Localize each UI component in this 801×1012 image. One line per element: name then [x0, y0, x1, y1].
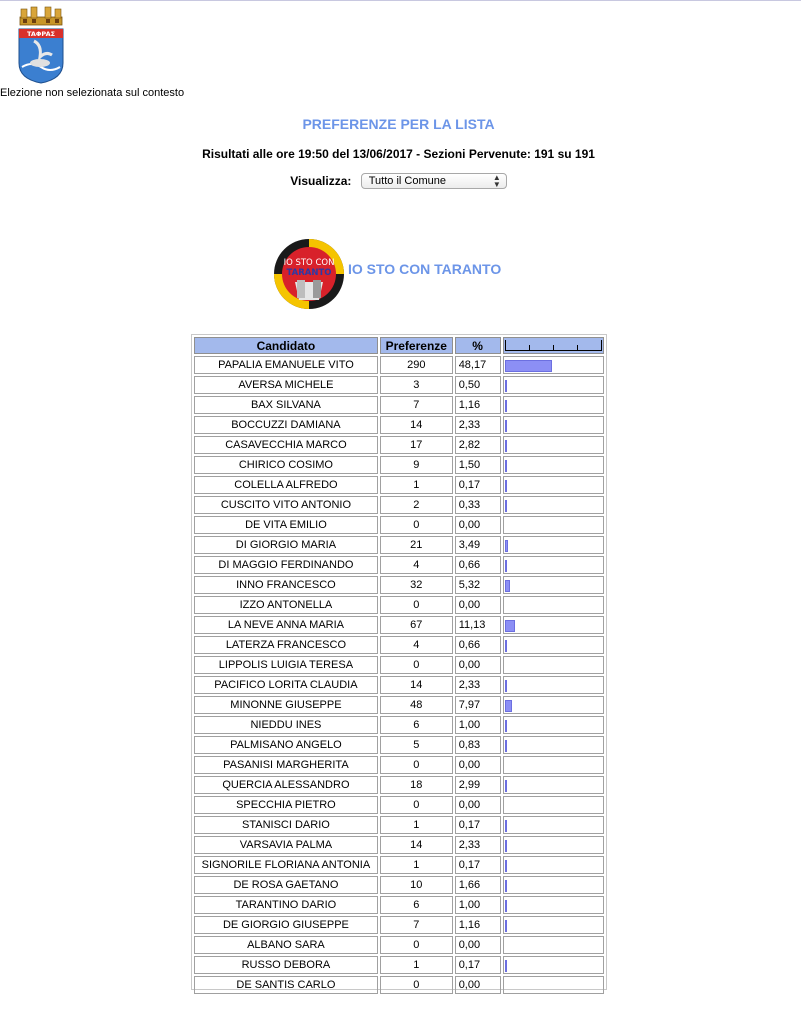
candidate-bar-cell	[503, 816, 605, 834]
candidate-bar-cell	[503, 656, 605, 674]
page-title: PREFERENZE PER LA LISTA	[302, 116, 495, 132]
table-row	[194, 516, 604, 534]
logo-text-bottom: TARANTO	[286, 268, 332, 278]
candidate-name: SPECCHIA PIETRO	[194, 796, 378, 814]
candidate-name: LIPPOLIS LUIGIA TERESA	[194, 656, 378, 674]
candidate-votes: 1	[380, 956, 453, 974]
list-name: IO STO CON TARANTO	[348, 261, 502, 277]
candidate-name: PAPALIA EMANUELE VITO	[194, 356, 378, 374]
candidate-votes: 6	[380, 716, 453, 734]
candidate-bar	[505, 480, 507, 492]
candidate-percent: 1,16	[455, 916, 501, 934]
view-label: Visualizza:	[290, 174, 352, 188]
candidate-name: QUERCIA ALESSANDRO	[194, 776, 378, 794]
candidate-bar-cell	[503, 416, 605, 434]
candidate-votes: 1	[380, 856, 453, 874]
election-notice: Elezione non selezionata sul contesto	[0, 87, 185, 99]
view-select[interactable]	[361, 173, 507, 189]
table-row	[194, 776, 604, 794]
candidate-name: DE GIORGIO GIUSEPPE	[194, 916, 378, 934]
results-summary: Risultati alle ore 19:50 del 13/06/2017 - Sezioni Pervenute: 191 su 191	[202, 147, 595, 161]
select-arrows-icon: ▲ ▼	[492, 173, 501, 189]
candidate-bar-cell	[503, 636, 605, 654]
candidate-votes: 0	[380, 936, 453, 954]
candidate-percent: 0,17	[455, 476, 501, 494]
candidate-votes: 4	[380, 636, 453, 654]
table-row	[194, 536, 604, 554]
candidate-name: AVERSA MICHELE	[194, 376, 378, 394]
logo-text-top: IO STO CON	[283, 258, 335, 268]
table-row	[194, 736, 604, 754]
candidate-percent: 7,97	[455, 696, 501, 714]
candidate-bar	[505, 380, 507, 392]
candidate-name: VARSAVIA PALMA	[194, 836, 378, 854]
scale-tick	[553, 345, 554, 350]
crest-motto: TAΦPAΣ	[26, 30, 56, 38]
candidate-bar	[505, 780, 508, 792]
candidate-votes: 48	[380, 696, 453, 714]
table-header-row	[194, 337, 604, 354]
candidate-bar-cell	[503, 396, 605, 414]
header-votes: Preferenze	[380, 337, 453, 354]
table-row	[194, 676, 604, 694]
candidate-percent: 0,17	[455, 816, 501, 834]
candidate-name: STANISCI DARIO	[194, 816, 378, 834]
candidate-percent: 5,32	[455, 576, 501, 594]
candidate-votes: 10	[380, 876, 453, 894]
candidate-bar	[505, 960, 507, 972]
candidate-bar-cell	[503, 436, 605, 454]
table-row	[194, 456, 604, 474]
table-row	[194, 876, 604, 894]
candidate-percent: 0,33	[455, 496, 501, 514]
candidate-percent: 0,00	[455, 516, 501, 534]
table-row	[194, 716, 604, 734]
table-row	[194, 376, 604, 394]
preferences-table	[192, 335, 606, 996]
candidate-votes: 290	[380, 356, 453, 374]
candidate-name: MINONNE GIUSEPPE	[194, 696, 378, 714]
candidate-name: DE ROSA GAETANO	[194, 876, 378, 894]
table-row	[194, 836, 604, 854]
candidate-votes: 3	[380, 376, 453, 394]
candidate-bar	[505, 900, 507, 912]
candidate-percent: 0,00	[455, 756, 501, 774]
candidate-bar-cell	[503, 796, 605, 814]
table-row	[194, 796, 604, 814]
candidate-votes: 9	[380, 456, 453, 474]
candidate-votes: 6	[380, 896, 453, 914]
candidate-percent: 11,13	[455, 616, 501, 634]
crown-icon	[20, 7, 62, 25]
candidate-votes: 0	[380, 516, 453, 534]
candidate-name: NIEDDU INES	[194, 716, 378, 734]
candidate-name: CUSCITO VITO ANTONIO	[194, 496, 378, 514]
table-row	[194, 636, 604, 654]
candidate-percent: 2,99	[455, 776, 501, 794]
candidate-bar	[505, 640, 507, 652]
candidate-percent: 48,17	[455, 356, 501, 374]
candidate-votes: 14	[380, 416, 453, 434]
candidate-votes: 7	[380, 916, 453, 934]
candidate-name: CHIRICO COSIMO	[194, 456, 378, 474]
candidate-bar-cell	[503, 936, 605, 954]
table-row	[194, 856, 604, 874]
candidate-percent: 0,00	[455, 596, 501, 614]
candidate-name: TARANTINO DARIO	[194, 896, 378, 914]
candidate-votes: 14	[380, 676, 453, 694]
candidate-percent: 1,00	[455, 716, 501, 734]
candidate-percent: 0,66	[455, 556, 501, 574]
candidate-name: COLELLA ALFREDO	[194, 476, 378, 494]
table-row	[194, 496, 604, 514]
table-row	[194, 696, 604, 714]
view-select-value: Tutto il Comune	[368, 175, 446, 187]
candidate-percent: 0,00	[455, 656, 501, 674]
city-crest-logo	[16, 5, 66, 85]
candidate-bar	[505, 540, 508, 552]
table-row	[194, 616, 604, 634]
candidate-votes: 4	[380, 556, 453, 574]
candidate-bar-cell	[503, 536, 605, 554]
candidate-percent: 0,00	[455, 796, 501, 814]
candidate-votes: 14	[380, 836, 453, 854]
candidate-percent: 2,33	[455, 676, 501, 694]
candidate-name: IZZO ANTONELLA	[194, 596, 378, 614]
table-row	[194, 976, 604, 994]
candidate-votes: 0	[380, 756, 453, 774]
candidate-bar	[505, 500, 507, 512]
candidate-percent: 2,33	[455, 416, 501, 434]
candidate-bar	[505, 720, 507, 732]
candidate-bar-cell	[503, 696, 605, 714]
candidate-name: DE VITA EMILIO	[194, 516, 378, 534]
candidate-percent: 0,17	[455, 856, 501, 874]
candidate-name: ALBANO SARA	[194, 936, 378, 954]
candidate-bar-cell	[503, 896, 605, 914]
table-row	[194, 476, 604, 494]
candidate-bar-cell	[503, 856, 605, 874]
candidate-bar-cell	[503, 576, 605, 594]
candidate-name: SIGNORILE FLORIANA ANTONIA	[194, 856, 378, 874]
candidate-name: DE SANTIS CARLO	[194, 976, 378, 994]
candidate-name: RUSSO DEBORA	[194, 956, 378, 974]
candidate-bar-cell	[503, 756, 605, 774]
view-selector-row	[0, 173, 797, 189]
header-scale	[503, 337, 605, 354]
candidate-bar	[505, 620, 516, 632]
candidate-bar	[505, 740, 507, 752]
candidate-votes: 5	[380, 736, 453, 754]
table-row	[194, 556, 604, 574]
candidate-bar-cell	[503, 836, 605, 854]
candidate-percent: 1,50	[455, 456, 501, 474]
candidate-bar	[505, 920, 507, 932]
candidate-bar-cell	[503, 376, 605, 394]
preferences-table-container	[191, 334, 607, 990]
candidate-name: BOCCUZZI DAMIANA	[194, 416, 378, 434]
scale-tick	[577, 345, 578, 350]
candidate-percent: 0,66	[455, 636, 501, 654]
candidate-votes: 17	[380, 436, 453, 454]
candidate-percent: 0,00	[455, 976, 501, 994]
candidate-percent: 2,33	[455, 836, 501, 854]
candidate-name: BAX SILVANA	[194, 396, 378, 414]
candidate-votes: 2	[380, 496, 453, 514]
candidate-bar-cell	[503, 616, 605, 634]
candidate-name: LATERZA FRANCESCO	[194, 636, 378, 654]
candidate-bar-cell	[503, 876, 605, 894]
candidate-votes: 0	[380, 596, 453, 614]
candidate-votes: 67	[380, 616, 453, 634]
candidate-percent: 1,66	[455, 876, 501, 894]
candidate-votes: 18	[380, 776, 453, 794]
candidate-bar	[505, 460, 507, 472]
candidate-bar-cell	[503, 976, 605, 994]
candidate-bar-cell	[503, 676, 605, 694]
candidate-bar	[505, 580, 510, 592]
header-candidate: Candidato	[194, 337, 378, 354]
candidate-bar-cell	[503, 456, 605, 474]
table-body	[194, 356, 604, 994]
table-row	[194, 896, 604, 914]
table-row	[194, 436, 604, 454]
table-row	[194, 956, 604, 974]
candidate-percent: 1,16	[455, 396, 501, 414]
candidate-bar	[505, 700, 513, 712]
candidate-name: PACIFICO LORITA CLAUDIA	[194, 676, 378, 694]
table-row	[194, 416, 604, 434]
candidate-bar	[505, 360, 552, 372]
table-row	[194, 356, 604, 374]
candidate-percent: 0,00	[455, 936, 501, 954]
list-logo	[273, 238, 345, 310]
candidate-name: DI GIORGIO MARIA	[194, 536, 378, 554]
candidate-name: PALMISANO ANGELO	[194, 736, 378, 754]
candidate-bar	[505, 860, 507, 872]
header-percent: %	[455, 337, 501, 354]
candidate-votes: 21	[380, 536, 453, 554]
candidate-votes: 32	[380, 576, 453, 594]
candidate-name: LA NEVE ANNA MARIA	[194, 616, 378, 634]
candidate-bar	[505, 440, 508, 452]
candidate-bar	[505, 880, 507, 892]
candidate-votes: 0	[380, 976, 453, 994]
candidate-name: INNO FRANCESCO	[194, 576, 378, 594]
candidate-bar	[505, 560, 507, 572]
candidate-votes: 1	[380, 476, 453, 494]
table-row	[194, 396, 604, 414]
candidate-bar-cell	[503, 496, 605, 514]
candidate-name: CASAVECCHIA MARCO	[194, 436, 378, 454]
candidate-name: DI MAGGIO FERDINANDO	[194, 556, 378, 574]
candidate-percent: 0,83	[455, 736, 501, 754]
candidate-bar-cell	[503, 716, 605, 734]
candidate-percent: 0,50	[455, 376, 501, 394]
candidate-bar-cell	[503, 516, 605, 534]
candidate-votes: 7	[380, 396, 453, 414]
table-row	[194, 756, 604, 774]
candidate-bar-cell	[503, 356, 605, 374]
candidate-votes: 0	[380, 796, 453, 814]
scale-ruler	[505, 340, 603, 351]
candidate-percent: 0,17	[455, 956, 501, 974]
table-row	[194, 916, 604, 934]
candidate-bar	[505, 420, 507, 432]
candidate-bar-cell	[503, 596, 605, 614]
candidate-percent: 1,00	[455, 896, 501, 914]
table-row	[194, 576, 604, 594]
table-row	[194, 596, 604, 614]
candidate-bar-cell	[503, 776, 605, 794]
candidate-bar-cell	[503, 956, 605, 974]
candidate-bar-cell	[503, 476, 605, 494]
candidate-bar	[505, 820, 507, 832]
table-row	[194, 936, 604, 954]
candidate-bar	[505, 400, 507, 412]
candidate-name: PASANISI MARGHERITA	[194, 756, 378, 774]
scale-tick	[529, 345, 530, 350]
candidate-votes: 1	[380, 816, 453, 834]
candidate-bar	[505, 680, 507, 692]
candidate-bar-cell	[503, 916, 605, 934]
candidate-bar-cell	[503, 736, 605, 754]
candidate-percent: 2,82	[455, 436, 501, 454]
candidate-percent: 3,49	[455, 536, 501, 554]
candidate-bar-cell	[503, 556, 605, 574]
table-row	[194, 656, 604, 674]
candidate-votes: 0	[380, 656, 453, 674]
table-row	[194, 816, 604, 834]
candidate-bar	[505, 840, 507, 852]
